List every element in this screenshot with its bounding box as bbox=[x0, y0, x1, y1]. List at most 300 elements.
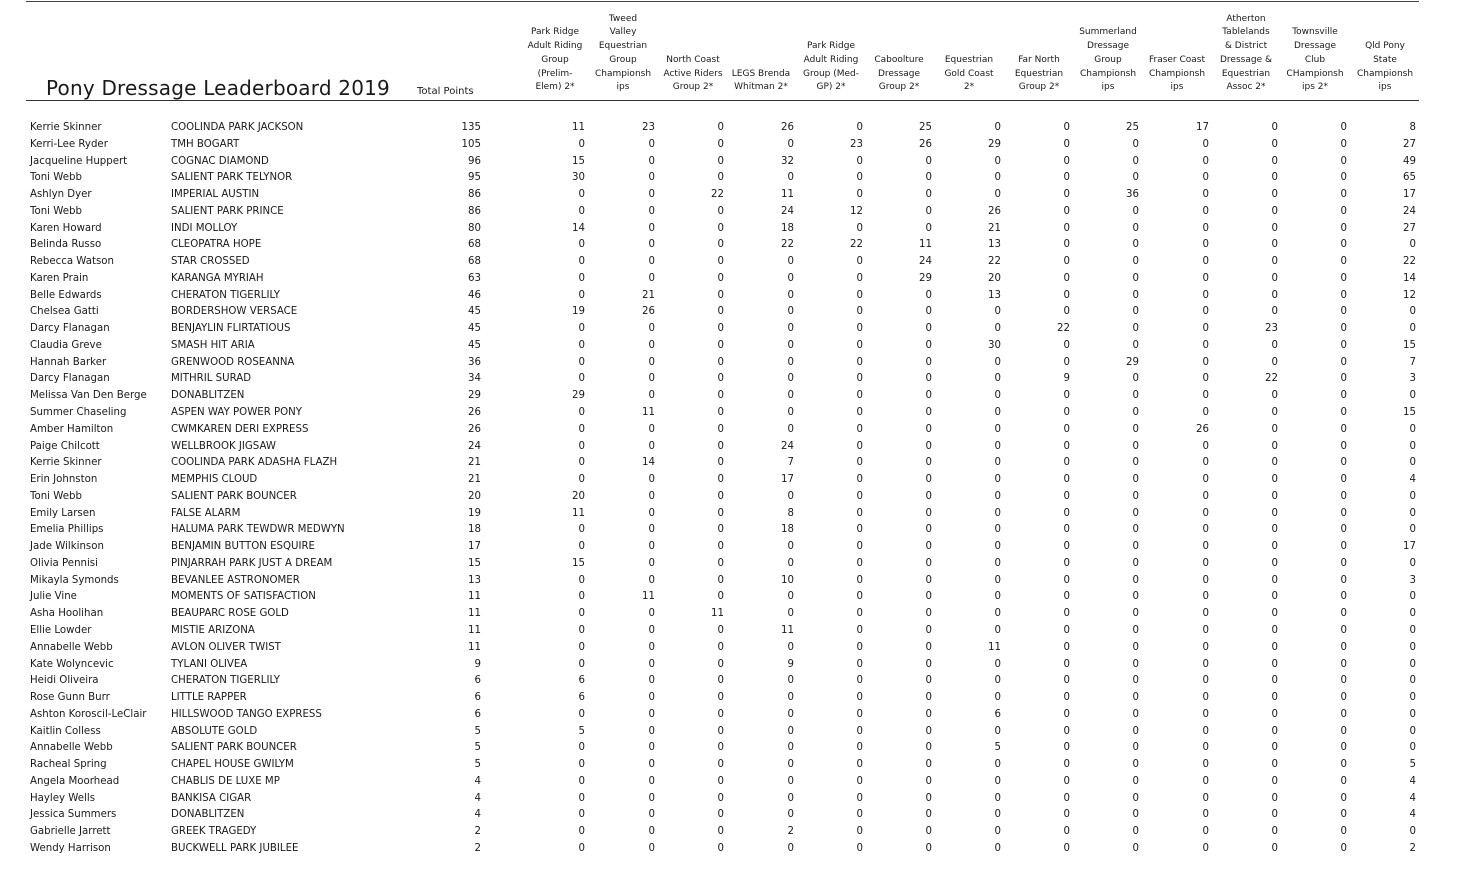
event-score: 0 bbox=[856, 306, 863, 318]
event-score: 17 bbox=[781, 474, 794, 486]
event-score: 0 bbox=[994, 356, 1001, 368]
rider-name: Asha Hoolihan bbox=[30, 608, 104, 620]
event-score: 0 bbox=[1063, 541, 1070, 553]
event-score: 0 bbox=[1271, 205, 1278, 217]
event-score: 0 bbox=[717, 591, 724, 603]
rider-name: Toni Webb bbox=[30, 490, 82, 502]
event-score: 0 bbox=[1271, 272, 1278, 284]
event-score: 6 bbox=[578, 675, 585, 687]
rider-name: Claudia Greve bbox=[30, 339, 102, 351]
event-score: 0 bbox=[787, 423, 794, 435]
event-score: 0 bbox=[717, 239, 724, 251]
event-score: 0 bbox=[717, 407, 724, 419]
event-score: 0 bbox=[1202, 641, 1209, 653]
table-row bbox=[0, 572, 1473, 589]
event-score: 29 bbox=[1126, 356, 1139, 368]
event-score: 0 bbox=[1132, 792, 1139, 804]
event-score: 0 bbox=[1132, 775, 1139, 787]
table-row bbox=[0, 270, 1473, 287]
event-score: 0 bbox=[1202, 323, 1209, 335]
event-score: 32 bbox=[781, 155, 794, 167]
event-score: 0 bbox=[1063, 239, 1070, 251]
total-points: 6 bbox=[474, 692, 481, 704]
table-row bbox=[0, 220, 1473, 237]
event-score: 0 bbox=[925, 474, 932, 486]
table-row bbox=[0, 689, 1473, 706]
event-score: 0 bbox=[1202, 474, 1209, 486]
event-score: 0 bbox=[787, 692, 794, 704]
event-score: 0 bbox=[578, 574, 585, 586]
horse-name: CHERATON TIGERLILY bbox=[171, 289, 281, 301]
event-score: 0 bbox=[1271, 708, 1278, 720]
rider-name: Ashlyn Dyer bbox=[30, 189, 92, 201]
total-points: 45 bbox=[468, 339, 481, 351]
event-score: 22 bbox=[1265, 373, 1278, 385]
event-score: 0 bbox=[578, 759, 585, 771]
event-score: 0 bbox=[994, 842, 1001, 854]
event-score: 0 bbox=[648, 239, 655, 251]
event-score: 0 bbox=[1271, 641, 1278, 653]
event-score: 0 bbox=[1063, 189, 1070, 201]
event-score: 0 bbox=[1271, 423, 1278, 435]
event-score: 0 bbox=[1409, 591, 1416, 603]
rider-name: Heidi Oliveira bbox=[30, 675, 99, 687]
event-score: 0 bbox=[1340, 407, 1347, 419]
event-score: 0 bbox=[648, 507, 655, 519]
event-score: 0 bbox=[1063, 390, 1070, 402]
rider-name: Annabelle Webb bbox=[30, 641, 113, 653]
table-row bbox=[0, 236, 1473, 253]
event-score: 0 bbox=[1063, 138, 1070, 150]
event-score: 26 bbox=[1196, 423, 1209, 435]
event-score: 0 bbox=[1132, 239, 1139, 251]
event-score: 0 bbox=[1063, 172, 1070, 184]
table-row bbox=[0, 253, 1473, 270]
horse-name: SALIENT PARK BOUNCER bbox=[171, 742, 297, 754]
horse-name: TYLANI OLIVEA bbox=[171, 658, 248, 670]
event-score: 0 bbox=[1340, 490, 1347, 502]
event-score: 0 bbox=[648, 574, 655, 586]
event-score: 0 bbox=[1132, 842, 1139, 854]
event-score: 0 bbox=[648, 775, 655, 787]
event-score: 11 bbox=[781, 624, 794, 636]
event-score: 0 bbox=[1340, 155, 1347, 167]
event-score: 0 bbox=[856, 658, 863, 670]
event-score: 0 bbox=[1202, 725, 1209, 737]
event-score: 0 bbox=[1409, 826, 1416, 838]
event-score: 0 bbox=[787, 390, 794, 402]
event-score: 0 bbox=[1132, 557, 1139, 569]
event-score: 0 bbox=[648, 356, 655, 368]
event-score: 0 bbox=[1271, 809, 1278, 821]
event-score: 0 bbox=[1132, 742, 1139, 754]
event-score: 0 bbox=[717, 557, 724, 569]
event-score: 0 bbox=[1202, 490, 1209, 502]
event-score: 5 bbox=[578, 725, 585, 737]
event-score: 0 bbox=[578, 591, 585, 603]
event-score: 0 bbox=[1132, 524, 1139, 536]
event-score: 11 bbox=[572, 122, 585, 133]
event-score: 17 bbox=[1196, 122, 1209, 133]
total-points: 26 bbox=[468, 407, 481, 419]
table-row bbox=[0, 370, 1473, 387]
event-score: 0 bbox=[1340, 256, 1347, 268]
event-score: 0 bbox=[1271, 138, 1278, 150]
event-score: 0 bbox=[717, 490, 724, 502]
event-score: 0 bbox=[1063, 122, 1070, 133]
event-score: 11 bbox=[988, 641, 1001, 653]
event-score: 13 bbox=[988, 239, 1001, 251]
event-score: 0 bbox=[717, 742, 724, 754]
column-header-12: Townsville Dressage Club CHampionsh ips 2* bbox=[1286, 27, 1344, 93]
event-score: 0 bbox=[1063, 256, 1070, 268]
event-score: 0 bbox=[648, 826, 655, 838]
event-score: 26 bbox=[642, 306, 655, 318]
event-score: 0 bbox=[1271, 289, 1278, 301]
event-score: 0 bbox=[1132, 407, 1139, 419]
event-score: 0 bbox=[1063, 742, 1070, 754]
event-score: 0 bbox=[1340, 356, 1347, 368]
total-points: 21 bbox=[468, 457, 481, 469]
rider-name: Olivia Pennisi bbox=[30, 557, 98, 569]
event-score: 0 bbox=[856, 557, 863, 569]
column-header-10: Fraser Coast Championsh ips bbox=[1148, 54, 1206, 93]
event-score: 0 bbox=[648, 440, 655, 452]
event-score: 0 bbox=[1409, 306, 1416, 318]
event-score: 0 bbox=[1271, 490, 1278, 502]
total-points: 24 bbox=[468, 440, 481, 452]
event-score: 0 bbox=[1132, 591, 1139, 603]
event-score: 0 bbox=[648, 138, 655, 150]
event-score: 0 bbox=[994, 608, 1001, 620]
event-score: 0 bbox=[648, 524, 655, 536]
total-points: 18 bbox=[468, 524, 481, 536]
horse-name: AVLON OLIVER TWIST bbox=[171, 641, 281, 653]
event-score: 23 bbox=[642, 122, 655, 133]
event-score: 25 bbox=[919, 122, 932, 133]
event-score: 0 bbox=[1409, 323, 1416, 335]
event-score: 0 bbox=[994, 440, 1001, 452]
event-score: 0 bbox=[1271, 842, 1278, 854]
event-score: 0 bbox=[1063, 775, 1070, 787]
event-score: 5 bbox=[994, 742, 1001, 754]
event-score: 0 bbox=[1271, 759, 1278, 771]
horse-name: DONABLITZEN bbox=[171, 390, 245, 402]
event-score: 22 bbox=[711, 189, 724, 201]
table-row bbox=[0, 538, 1473, 555]
event-score: 0 bbox=[648, 541, 655, 553]
event-score: 49 bbox=[1403, 155, 1416, 167]
event-score: 0 bbox=[1063, 809, 1070, 821]
event-score: 0 bbox=[1271, 692, 1278, 704]
event-score: 0 bbox=[1063, 826, 1070, 838]
event-score: 0 bbox=[1202, 138, 1209, 150]
event-score: 0 bbox=[787, 608, 794, 620]
event-score: 0 bbox=[648, 624, 655, 636]
event-score: 0 bbox=[717, 675, 724, 687]
horse-name: BANKISA CIGAR bbox=[171, 792, 252, 804]
event-score: 12 bbox=[1403, 289, 1416, 301]
event-score: 0 bbox=[1271, 440, 1278, 452]
event-score: 0 bbox=[578, 205, 585, 217]
total-points: 11 bbox=[468, 624, 481, 636]
total-points: 68 bbox=[468, 256, 481, 268]
event-score: 0 bbox=[1202, 339, 1209, 351]
total-points: 19 bbox=[468, 507, 481, 519]
event-score: 0 bbox=[856, 624, 863, 636]
event-score: 0 bbox=[648, 608, 655, 620]
table-row bbox=[0, 153, 1473, 170]
table-row bbox=[0, 588, 1473, 605]
event-score: 0 bbox=[717, 641, 724, 653]
event-score: 0 bbox=[1340, 641, 1347, 653]
event-score: 0 bbox=[1409, 490, 1416, 502]
event-score: 0 bbox=[1271, 675, 1278, 687]
event-score: 0 bbox=[1063, 155, 1070, 167]
event-score: 0 bbox=[994, 692, 1001, 704]
horse-name: WELLBROOK JIGSAW bbox=[171, 440, 276, 452]
event-score: 0 bbox=[925, 792, 932, 804]
table-row bbox=[0, 354, 1473, 371]
event-score: 0 bbox=[787, 725, 794, 737]
event-score: 10 bbox=[781, 574, 794, 586]
event-score: 0 bbox=[1063, 842, 1070, 854]
event-score: 0 bbox=[1271, 608, 1278, 620]
rider-name: Darcy Flanagan bbox=[30, 373, 110, 385]
table-row bbox=[0, 203, 1473, 220]
event-score: 0 bbox=[1340, 474, 1347, 486]
column-header-13: Qld Pony State Championsh ips bbox=[1356, 41, 1414, 93]
event-score: 0 bbox=[856, 675, 863, 687]
event-score: 0 bbox=[856, 591, 863, 603]
event-score: 0 bbox=[1202, 205, 1209, 217]
event-score: 0 bbox=[1132, 205, 1139, 217]
event-score: 0 bbox=[925, 172, 932, 184]
total-points: 11 bbox=[468, 591, 481, 603]
event-score: 0 bbox=[717, 138, 724, 150]
total-points: 68 bbox=[468, 239, 481, 251]
table-row bbox=[0, 505, 1473, 522]
event-score: 0 bbox=[925, 356, 932, 368]
total-points: 34 bbox=[468, 373, 481, 385]
horse-name: BORDERSHOW VERSACE bbox=[171, 306, 298, 318]
event-score: 30 bbox=[988, 339, 1001, 351]
event-score: 0 bbox=[578, 356, 585, 368]
event-score: 0 bbox=[787, 842, 794, 854]
total-points: 135 bbox=[461, 122, 481, 133]
event-score: 0 bbox=[1202, 524, 1209, 536]
event-score: 3 bbox=[1409, 574, 1416, 586]
horse-name: MEMPHIS CLOUD bbox=[171, 474, 258, 486]
event-score: 0 bbox=[1340, 775, 1347, 787]
event-score: 0 bbox=[648, 708, 655, 720]
event-score: 0 bbox=[578, 742, 585, 754]
event-score: 0 bbox=[856, 222, 863, 234]
total-points: 20 bbox=[468, 490, 481, 502]
event-score: 0 bbox=[578, 809, 585, 821]
event-score: 0 bbox=[578, 239, 585, 251]
event-score: 8 bbox=[787, 507, 794, 519]
event-score: 0 bbox=[925, 155, 932, 167]
event-score: 0 bbox=[856, 423, 863, 435]
event-score: 0 bbox=[856, 440, 863, 452]
horse-name: BEVANLEE ASTRONOMER bbox=[171, 574, 300, 586]
event-score: 0 bbox=[1409, 390, 1416, 402]
event-score: 0 bbox=[1202, 742, 1209, 754]
event-score: 0 bbox=[1340, 541, 1347, 553]
event-score: 0 bbox=[925, 692, 932, 704]
event-score: 0 bbox=[717, 440, 724, 452]
event-score: 0 bbox=[856, 775, 863, 787]
event-score: 0 bbox=[717, 474, 724, 486]
event-score: 65 bbox=[1403, 172, 1416, 184]
horse-name: SALIENT PARK BOUNCER bbox=[171, 490, 297, 502]
event-score: 11 bbox=[919, 239, 932, 251]
event-score: 0 bbox=[1132, 306, 1139, 318]
event-score: 0 bbox=[1202, 356, 1209, 368]
total-points: 45 bbox=[468, 306, 481, 318]
event-score: 0 bbox=[717, 256, 724, 268]
event-score: 0 bbox=[717, 624, 724, 636]
event-score: 0 bbox=[1202, 272, 1209, 284]
event-score: 0 bbox=[1202, 792, 1209, 804]
horse-name: LITTLE RAPPER bbox=[171, 692, 247, 704]
event-score: 0 bbox=[994, 675, 1001, 687]
event-score: 0 bbox=[925, 306, 932, 318]
event-score: 27 bbox=[1403, 222, 1416, 234]
horse-name: MOMENTS OF SATISFACTION bbox=[171, 591, 316, 603]
event-score: 0 bbox=[1063, 440, 1070, 452]
horse-name: CHABLIS DE LUXE MP bbox=[171, 775, 280, 787]
event-score: 0 bbox=[787, 490, 794, 502]
event-score: 0 bbox=[1063, 524, 1070, 536]
event-score: 0 bbox=[648, 205, 655, 217]
event-score: 0 bbox=[994, 557, 1001, 569]
event-score: 0 bbox=[1340, 239, 1347, 251]
event-score: 0 bbox=[1409, 624, 1416, 636]
event-score: 0 bbox=[578, 474, 585, 486]
event-score: 0 bbox=[856, 708, 863, 720]
event-score: 0 bbox=[994, 658, 1001, 670]
horse-name: BEAUPARC ROSE GOLD bbox=[171, 608, 289, 620]
event-score: 0 bbox=[648, 155, 655, 167]
event-score: 0 bbox=[578, 189, 585, 201]
event-score: 2 bbox=[1409, 842, 1416, 854]
table-row bbox=[0, 806, 1473, 823]
event-score: 0 bbox=[856, 339, 863, 351]
event-score: 0 bbox=[1202, 239, 1209, 251]
event-score: 0 bbox=[1202, 172, 1209, 184]
event-score: 0 bbox=[994, 809, 1001, 821]
total-points: 21 bbox=[468, 474, 481, 486]
total-points: 80 bbox=[468, 222, 481, 234]
event-score: 0 bbox=[856, 574, 863, 586]
event-score: 0 bbox=[1409, 692, 1416, 704]
rider-name: Darcy Flanagan bbox=[30, 323, 110, 335]
horse-name: HALUMA PARK TEWDWR MEDWYN bbox=[171, 524, 345, 536]
event-score: 13 bbox=[988, 289, 1001, 301]
event-score: 27 bbox=[1403, 138, 1416, 150]
event-score: 11 bbox=[572, 507, 585, 519]
event-score: 0 bbox=[717, 842, 724, 854]
event-score: 0 bbox=[578, 373, 585, 385]
event-score: 0 bbox=[1271, 591, 1278, 603]
event-score: 0 bbox=[578, 775, 585, 787]
event-score: 0 bbox=[578, 138, 585, 150]
event-score: 0 bbox=[1063, 692, 1070, 704]
event-score: 0 bbox=[1409, 440, 1416, 452]
event-score: 0 bbox=[1132, 574, 1139, 586]
event-score: 20 bbox=[572, 490, 585, 502]
column-header-4: LEGS Brenda Whitman 2* bbox=[731, 68, 791, 93]
event-score: 18 bbox=[781, 222, 794, 234]
event-score: 26 bbox=[988, 205, 1001, 217]
event-score: 0 bbox=[717, 658, 724, 670]
event-score: 11 bbox=[781, 189, 794, 201]
event-score: 0 bbox=[787, 792, 794, 804]
event-score: 0 bbox=[856, 122, 863, 133]
event-score: 0 bbox=[1132, 323, 1139, 335]
event-score: 20 bbox=[988, 272, 1001, 284]
event-score: 23 bbox=[1265, 323, 1278, 335]
event-score: 4 bbox=[1409, 474, 1416, 486]
rider-name: Gabrielle Jarrett bbox=[30, 826, 111, 838]
event-score: 0 bbox=[1271, 826, 1278, 838]
event-score: 3 bbox=[1409, 373, 1416, 385]
event-score: 0 bbox=[717, 423, 724, 435]
event-score: 11 bbox=[642, 591, 655, 603]
event-score: 0 bbox=[648, 809, 655, 821]
event-score: 0 bbox=[1132, 138, 1139, 150]
event-score: 0 bbox=[1340, 323, 1347, 335]
event-score: 0 bbox=[648, 557, 655, 569]
event-score: 15 bbox=[572, 557, 585, 569]
horse-name: CLEOPATRA HOPE bbox=[171, 239, 262, 251]
horse-name: CHERATON TIGERLILY bbox=[171, 675, 281, 687]
event-score: 0 bbox=[717, 122, 724, 133]
header-divider bbox=[26, 100, 1419, 101]
event-score: 0 bbox=[1271, 775, 1278, 787]
table-row bbox=[0, 287, 1473, 304]
event-score: 0 bbox=[925, 842, 932, 854]
event-score: 0 bbox=[1340, 524, 1347, 536]
total-points: 5 bbox=[474, 759, 481, 771]
horse-name: MISTIE ARIZONA bbox=[171, 624, 255, 636]
event-score: 0 bbox=[994, 457, 1001, 469]
total-points: 4 bbox=[474, 809, 481, 821]
event-score: 0 bbox=[856, 172, 863, 184]
event-score: 0 bbox=[856, 490, 863, 502]
rider-name: Karen Prain bbox=[30, 272, 89, 284]
event-score: 0 bbox=[787, 541, 794, 553]
event-score: 24 bbox=[919, 256, 932, 268]
event-score: 0 bbox=[1340, 742, 1347, 754]
event-score: 0 bbox=[1063, 289, 1070, 301]
event-score: 0 bbox=[717, 775, 724, 787]
event-score: 0 bbox=[717, 524, 724, 536]
rider-name: Kerri-Lee Ryder bbox=[30, 138, 108, 150]
event-score: 0 bbox=[994, 474, 1001, 486]
event-score: 0 bbox=[856, 390, 863, 402]
event-score: 0 bbox=[578, 339, 585, 351]
event-score: 0 bbox=[1340, 658, 1347, 670]
event-score: 24 bbox=[781, 205, 794, 217]
total-points: 86 bbox=[468, 189, 481, 201]
total-points: 6 bbox=[474, 675, 481, 687]
event-score: 0 bbox=[1202, 155, 1209, 167]
rider-name: Julie Vine bbox=[30, 591, 77, 603]
event-score: 0 bbox=[1132, 339, 1139, 351]
